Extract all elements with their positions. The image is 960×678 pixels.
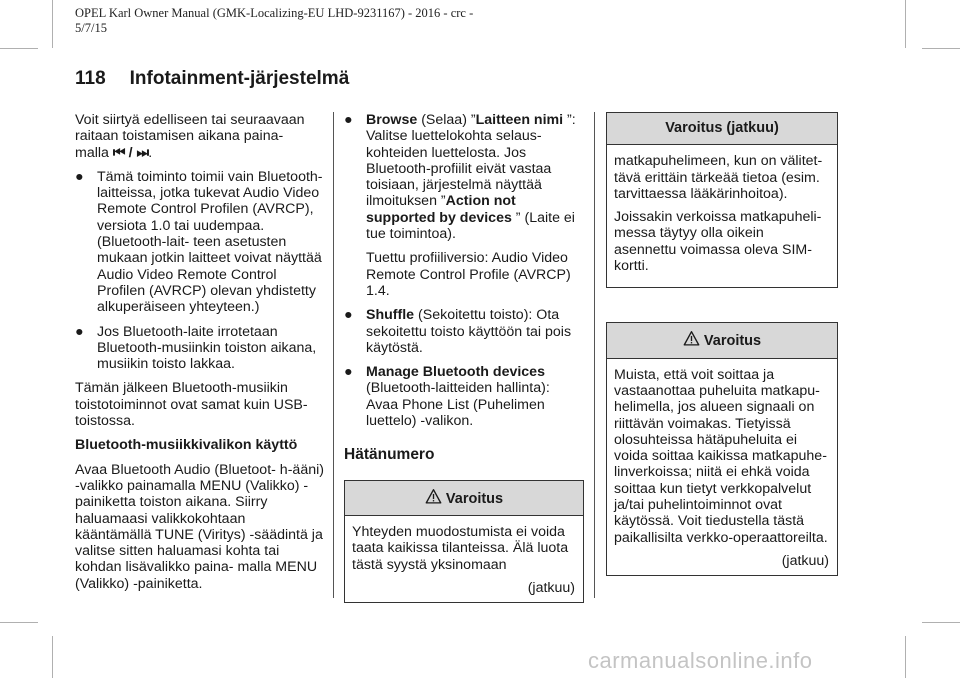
skip-back-icon: ⏮ [112,144,125,161]
item-text: ” (Laite ei tue toimintoa). [366,209,575,243]
continued-label: (jatkuu) [527,579,575,596]
list-item [344,112,584,242]
crop-mark [0,622,38,623]
warning-header [607,323,837,358]
watermark: carmanualsonline.info [588,648,813,673]
menu-term: Shuffle [366,307,415,324]
warning-icon [425,488,442,505]
intro-line-1: Voit siirtyä edelliseen tai seuraavaan [75,112,305,128]
warning-title: Varoitus [445,490,504,507]
item-text: (Selaa) ” [417,112,476,128]
warning-box [606,322,838,576]
item-text: (Bluetooth-laitteiden hallinta): Avaa Phone List (Puhelimen luettelo) -valikon. [366,380,550,430]
menu-term: Browse [366,112,418,128]
list-item [75,169,325,316]
bullet-text: Tämä toiminto toimii vain Bluetooth-laitteissa, jotka tukevat Audio Video Remote Control Profilen (AVRCP), versiota 1.0 tai uudempaa. (Bluetooth-lait- teen asetusten mukaan jotkin laitteet voivat näyttää Audio Video Remote Control Profilen (AVRCP) olevan yhdistetty alkuperäiseen yhteyteen.) [97,168,323,316]
warning-icon [683,330,700,347]
column-divider [594,112,595,598]
bullet-icon: ● [75,323,84,340]
crop-mark [52,636,53,678]
intro-end: . [148,144,153,161]
paragraph: Tämän jälkeen Bluetooth-musiikin toistotoiminnot ovat samat kuin USB-toistossa. [75,380,308,430]
menu-term: Action not supported by devices [366,193,516,226]
list-item [344,307,584,356]
warning-text: Muista, että voit soittaa ja vastaanottaa puheluita matkapu- helimella, jos alueen signaali on riittävän voimakas. Tietyissä olosuhteissa hätäpuheluita ei voida soittaa kaikissa matkapuhe- linverkoissa; niitä ei ehkä voida soittaa kun tietyt verkkopalvelut ja/tai puhelintoiminnot ovat käytössä. Voit tiedustella tästä paikallisilta verkko-operaattoreilta. [614,366,828,546]
list-item [75,324,325,373]
column-divider [333,112,334,598]
menu-term: Laitteen nimi [475,112,564,128]
page-title: Infotainment-järjestelmä [129,68,350,89]
item-text: ”: Valitse luettelokohta selaus- kohteiden luettelosta. Jos Bluetooth-profiilit eivät vastaa toisiaan, järjestelmä näyttää ilmoituksen ” [366,112,576,210]
intro-line-2: raitaan toistamisen aikana paina- [75,128,284,145]
bullet-icon: ● [344,364,353,381]
meta-line-2: 5/7/15 [75,21,107,35]
column-2 [344,112,584,611]
bullet-icon: ● [344,112,353,128]
crop-mark [905,636,906,678]
crop-mark [905,0,906,48]
warning-box-continued [606,112,838,288]
crop-mark [0,48,38,49]
paragraph: Avaa Bluetooth Audio (Bluetoot- h-ääni) -valikko painamalla MENU (Valikko) -painiketta toiston aikana. Siirry haluamaasi valikkokohtaan kääntämällä TUNE (Viritys) -säädintä ja valitse sitten haluamasi kohta tai kohdan lisävalikko paina- malla MENU (Valikko) -painiketta. [75,461,324,592]
warning-box [344,480,584,603]
document-meta [75,6,595,36]
section-heading: Hätänumero [344,446,435,464]
crop-mark [922,48,960,49]
warning-body [607,359,837,576]
crop-mark [922,622,960,623]
page-header [75,68,349,90]
warning-text: matkapuhelimeen, kun on välitet- tävä erittäin tärkeää tietoa (esim. tarvittaessa lääkärinhoitoa). [614,153,823,202]
bullet-text: Jos Bluetooth-laite irrotetaan Bluetooth-musiinkin toiston aikana, musiikin toisto lakkaa. [97,323,317,373]
warning-text: Joissakin verkoissa matkapuheli- messa täytyy olla oikein asennettu voimassa oleva SIM-kortti. [614,209,822,275]
bullet-icon: ● [75,168,84,185]
intro-paragraph [75,112,325,161]
bullet-icon: ● [344,307,353,324]
crop-mark [52,0,53,48]
skip-forward-icon: ⏭ [136,144,149,161]
section-heading: Bluetooth-musiikkivalikon käyttö [75,437,298,454]
warning-text: Yhteyden muodostumista ei voida taata kaikissa tilanteissa. Älä luota tästä syystä yksinomaan [352,523,569,573]
page-number: 118 [75,68,106,89]
list-item [344,364,584,429]
menu-term: Manage Bluetooth devices [366,364,545,381]
note-paragraph: Tuettu profiiliversio: Audio Video Remote Control Profile (AVRCP) 1.4. [366,250,571,299]
warning-body [607,145,837,287]
slash: / [124,144,137,161]
intro-prefix: malla [75,144,113,161]
continued-label: (jatkuu) [781,552,829,569]
warning-header: Varoitus (jatkuu) [607,113,837,145]
column-1 [75,112,325,600]
item-text: (Sekoitettu toisto): Ota sekoitettu toisto käyttöön tai pois käytöstä. [366,307,572,356]
meta-line-1: OPEL Karl Owner Manual (GMK-Localizing-EU LHD-9231167) - 2016 - crc - [75,6,474,20]
warning-body [345,516,583,602]
warning-header [345,481,583,516]
warning-title: Varoitus [703,333,762,350]
column-3 [606,112,838,584]
